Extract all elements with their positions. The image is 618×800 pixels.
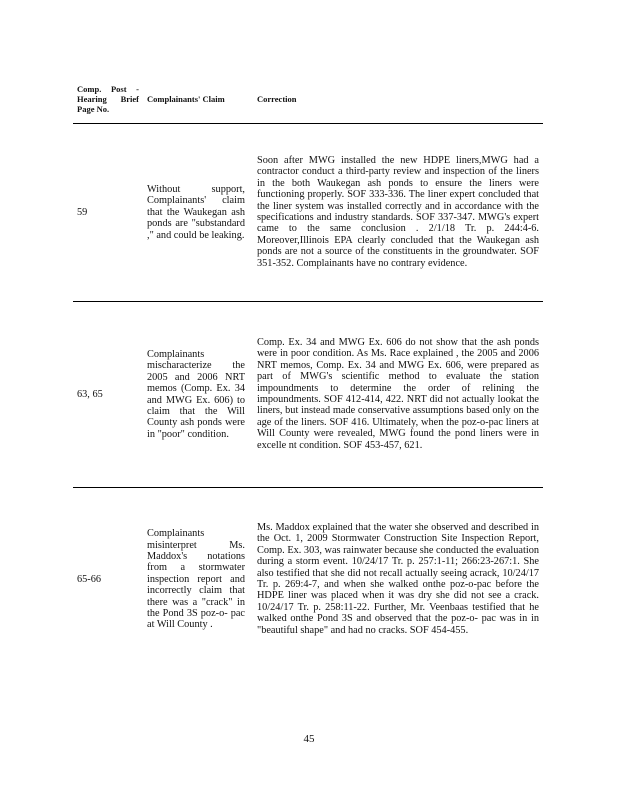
header-page-no: Comp. Post - Hearing Brief Page No. xyxy=(77,84,139,114)
table-row xyxy=(73,302,543,488)
header-claim: Complainants' Claim xyxy=(147,94,225,104)
row-page-no: 65-66 xyxy=(77,573,102,585)
row-page-no: 59 xyxy=(77,206,88,218)
table-header-row xyxy=(73,75,543,124)
row-correction: Comp. Ex. 34 and MWG Ex. 606 do not show that the ash ponds were in poor condition. As Ms. Race explained , the 2005 and 2006 NRT memos, Comp. Ex. 34 and MWG Ex. 606, were prepared as part of MWG's scientific method to evaluate the station impoundments to determine the order of relining the impoundments. SOF 412-414, 422. NRT did not actually lookat the liners, but instead made conservative assumptions based only on the age of the liners. SOF 416. Ultimately, when the poz-o-pac liners at Will County were revealed, MWG found the pond liners were in excelle nt condition. SOF 453-457, 621. xyxy=(257,336,539,451)
row-claim: Complainants mischaracterize the 2005 and 2006 NRT memos (Comp. Ex. 34 and MWG Ex. 606) to claim that the Will County ash ponds were in "poor" condition. xyxy=(147,348,245,440)
brief-corrections-table xyxy=(73,75,543,671)
table-row xyxy=(73,488,543,672)
row-claim: Without support, Complainants' claim that the Waukegan ash ponds are "substandard ," and could be leaking. xyxy=(147,183,245,241)
row-claim: Complainants misinterpret Ms. Maddox's notations from a stormwater inspection report and incorrectly claim that there was a "crack" in the Pond 3S poz-o- pac at Will County . xyxy=(147,528,245,631)
page-number: 45 xyxy=(303,733,315,745)
row-page-no: 63, 65 xyxy=(77,388,103,400)
row-correction: Ms. Maddox explained that the water she observed and described in the Oct. 1, 2009 Stormwater Construction Site Inspection Report, Comp. Ex. 303, was rainwater because she conducted the evaluation during a storm event. 10/24/17 Tr. p. 257:1-11; 266:23-267:1. She also testified that she did not recall actually seeing acrack, 10/24/17 Tr. p. 269:4-7, and when she walked onthe poz-o-pac before the HDPE liner was placed when it was dry she did not see a crack. 10/24/17 Tr. p. 258:11-22. Further, Mr. Veenbaas testified that he walked onthe Pond 3S and observed that the poz-o- pac was in in "beautiful shape" and had no cracks. SOF 454-455. xyxy=(257,521,539,636)
table-row xyxy=(73,124,543,302)
header-correction: Correction xyxy=(257,94,297,104)
row-correction: Soon after MWG installed the new HDPE liners,MWG had a contractor conduct a third-party review and inspection of the liners in the both Waukegan ash ponds to ensure the liners were functioning properly. SOF 333-336. The liner expert concluded that the liner system was installed correctly and in accordance with the specifications and industry standards. SOF 337-347. MWG's expert came to the same conclusion . 2/1/18 Tr. p. 244:4-6. Moreover,Illinois EPA clearly concluded that the Waukegan ash ponds are not a source of the constituents in the groundwater. SOF 351-352. Complainants have no contrary evidence. xyxy=(257,154,539,269)
